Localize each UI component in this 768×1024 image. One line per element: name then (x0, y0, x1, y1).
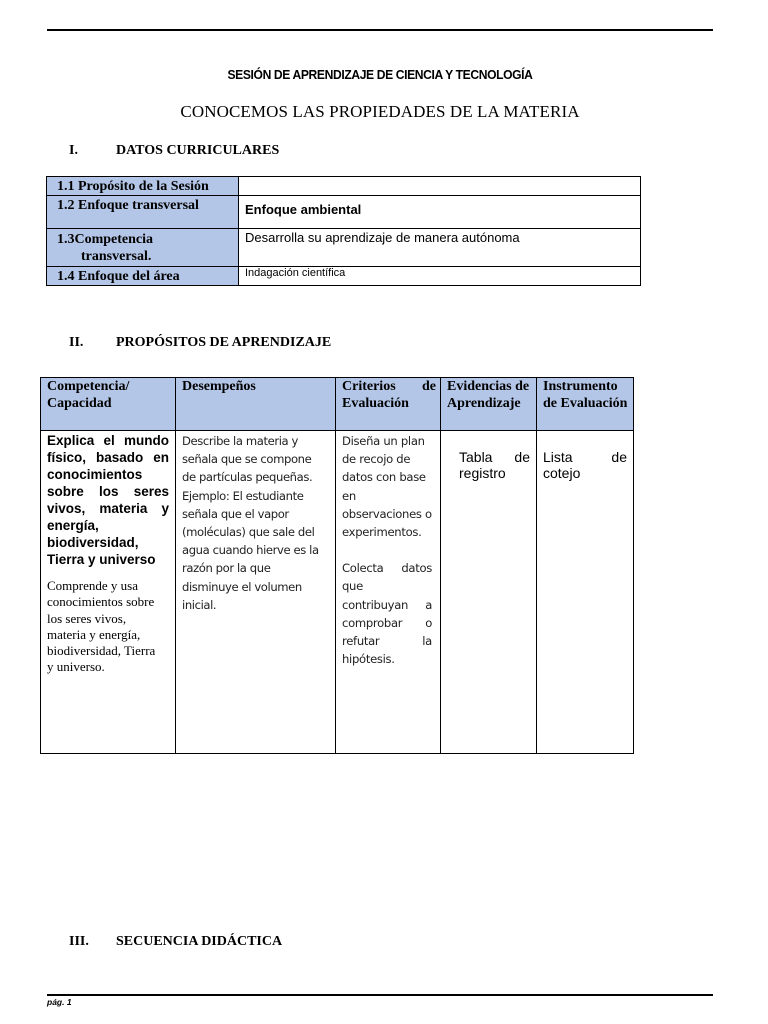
criterio-text: Diseña un plan de recojo de datos con base en observaciones o experimentos. (342, 434, 432, 540)
column-header-competencia: Competencia/ Capacidad (41, 378, 176, 430)
row-label (47, 229, 239, 266)
desempeno-text: Describe la materia y señala que se compone de partículas pequeñas. Ejemplo: El estudiante señala que el vapor (moléculas) que sale del agua cuando hierve es la razón por la que disminuye el volumen inicial. (176, 431, 336, 753)
propositos-table (40, 377, 634, 754)
row-label-line: 1.3Competencia (57, 232, 154, 247)
instrumento-text: Lista de cotejo (543, 449, 627, 481)
table-row (47, 229, 640, 267)
criterio-text: Colecta datos que contribuyan a comprobar o refutar la hipótesis. (342, 561, 432, 667)
section-number: I. (69, 143, 78, 158)
row-label: 1.4 Enfoque del área (47, 267, 239, 285)
section-title: DATOS CURRICULARES (116, 143, 280, 158)
footer-rule (47, 994, 713, 996)
document-subtitle: CONOCEMOS LAS PROPIEDADES DE LA MATERIA (180, 102, 580, 121)
competencia-cell (41, 431, 176, 753)
row-label: 1.1 Propósito de la Sesión (47, 177, 239, 195)
row-label-line: transversal. (81, 249, 152, 264)
column-header-instrumento: Instrumento de Evaluación (543, 379, 628, 411)
competencia-text: Explica el mundo físico, basado en conocimientos sobre los seres vivos, materia y energía, biodiversidad, Tierra y universo (47, 433, 169, 567)
header-rule (47, 29, 713, 31)
capacidad-text: Comprende y usa conocimientos sobre los seres vivos, materia y energía, biodiversidad, Tierra y universo. (47, 578, 156, 675)
column-header-desempenos: Desempeños (176, 378, 336, 430)
row-value: Enfoque ambiental (245, 202, 362, 217)
row-value: Desarrolla su aprendizaje de manera autónoma (245, 230, 520, 245)
column-header-evidencias: Evidencias de Aprendizaje (441, 378, 537, 430)
row-value: Indagación científica (245, 267, 346, 279)
table-row (41, 431, 633, 753)
document-title: SESIÓN DE APRENDIZAJE DE CIENCIA Y TECNOLOGÍA (227, 67, 533, 82)
page-number: pág. 1 (47, 997, 72, 1007)
table-header-row (41, 378, 633, 431)
column-header-criterios: Criterios de Evaluación (336, 378, 441, 430)
row-label: 1.2 Enfoque transversal (47, 196, 239, 228)
criterios-cell (336, 431, 441, 753)
table-row (47, 196, 640, 229)
section-title: SECUENCIA DIDÁCTICA (116, 934, 283, 949)
datos-curriculares-table (46, 176, 641, 286)
section-title: PROPÓSITOS DE APRENDIZAJE (116, 335, 332, 350)
table-row (47, 267, 640, 285)
table-row (47, 177, 640, 196)
row-value (239, 177, 640, 195)
section-number: III. (69, 934, 89, 949)
evidencia-text: Tabla de registro (441, 431, 537, 753)
section-number: II. (69, 335, 84, 350)
